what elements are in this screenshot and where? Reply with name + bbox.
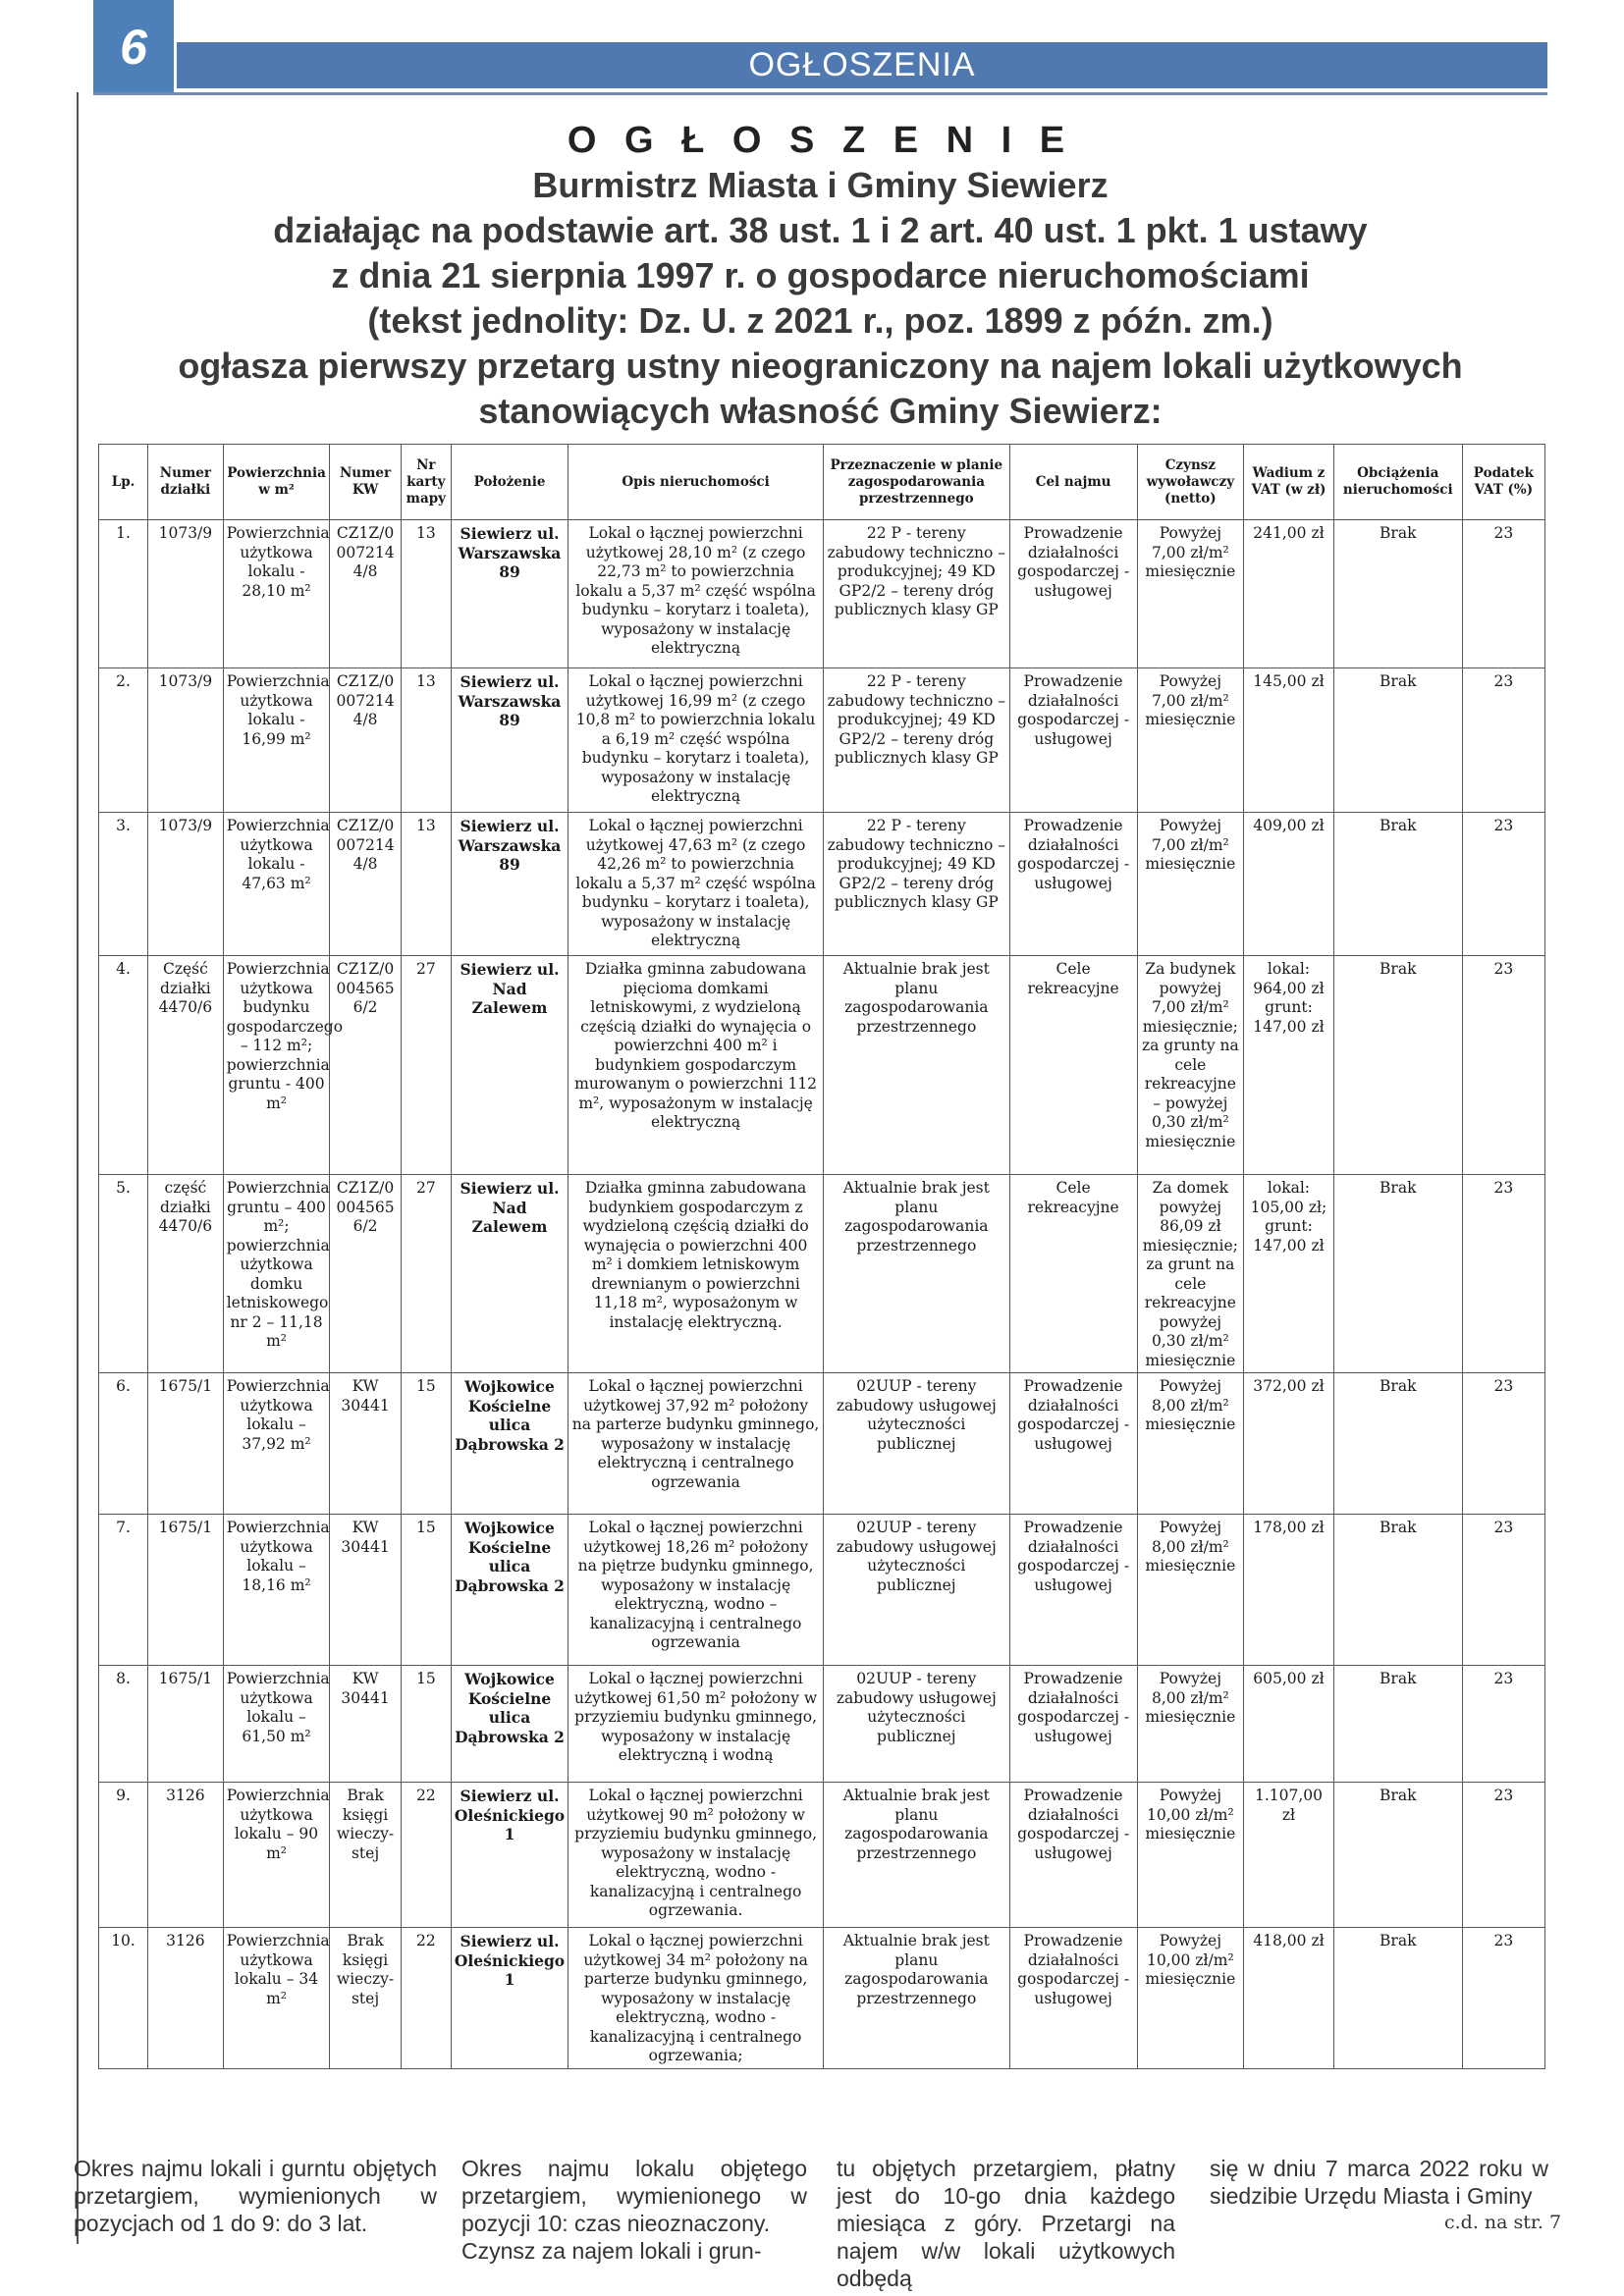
cell-vat: 23 <box>1462 1666 1544 1783</box>
cell-plot: 1073/9 <box>148 668 224 813</box>
cell-area: Powierzchnia użytkowa budynku gospodarczego – 112 m²; powierzchnia gruntu - 400 m² <box>223 956 330 1175</box>
cell-rent: Powyżej 8,00 zł/m² miesięcznie <box>1137 1373 1244 1515</box>
cell-purpose: Cele rekreacyjne <box>1009 956 1137 1175</box>
cell-encumbrance: Brak <box>1333 956 1462 1175</box>
col-header-location: Położenie <box>451 445 568 520</box>
cell-zoning: 02UUP - tereny zabudowy usługowej użyteczności publicznej <box>824 1515 1010 1666</box>
cell-purpose: Prowadzenie działalności gospodarczej - usługowej <box>1009 1783 1137 1928</box>
cell-area: Powierzchnia użytkowa lokalu – 18,16 m² <box>223 1515 330 1666</box>
cell-kw: Brak księgi wieczy-stej <box>330 1783 401 1928</box>
cell-lp: 2. <box>99 668 148 813</box>
cell-purpose: Prowadzenie działalności gospodarczej - usługowej <box>1009 1666 1137 1783</box>
cell-zoning: 22 P - tereny zabudowy techniczno – produkcyjnej; 49 KD GP2/2 – tereny dróg publicznych klasy GP <box>824 520 1010 668</box>
title-line-5: ogłasza pierwszy przetarg ustny nieograniczony na najem lokali użytkowych <box>178 346 1463 386</box>
col-header-deposit: Wadium z VAT (w zł) <box>1244 445 1334 520</box>
cell-zoning: Aktualnie brak jest planu zagospodarowania przestrzennego <box>824 1175 1010 1373</box>
cell-rent: Powyżej 7,00 zł/m² miesięcznie <box>1137 668 1244 813</box>
cell-lp: 4. <box>99 956 148 1175</box>
cell-purpose: Prowadzenie działalności gospodarczej - usługowej <box>1009 813 1137 956</box>
title-line-1: Burmistrz Miasta i Gminy Siewierz <box>532 165 1109 205</box>
cell-kw: KW 30441 <box>330 1373 401 1515</box>
cell-vat: 23 <box>1462 520 1544 668</box>
cell-location: Siewierz ul. Oleśnickiego 1 <box>451 1783 568 1928</box>
cell-plot: 1073/9 <box>148 520 224 668</box>
col-header-lp: Lp. <box>99 445 148 520</box>
cell-vat: 23 <box>1462 956 1544 1175</box>
cell-vat: 23 <box>1462 1175 1544 1373</box>
cell-plot: 3126 <box>148 1928 224 2069</box>
cell-description: Lokal o łącznej powierzchni użytkowej 16,99 m² (z czego 10,8 m² to powierzchnia lokalu a 6,19 m² część wspólna budynku – korytarz i toaleta), wyposażony w instalację elektryczną <box>568 668 824 813</box>
cell-kw: CZ1Z/0 007214 4/8 <box>330 668 401 813</box>
cell-description: Lokal o łącznej powierzchni użytkowej 28,10 m² (z czego 22,73 m² to powierzchnia lokalu a 5,37 m² część wspólna budynku – korytarz i toaleta), wyposażony w instalację elektryczną <box>568 520 824 668</box>
cell-kw: CZ1Z/0 007214 4/8 <box>330 813 401 956</box>
cell-purpose: Cele rekreacyjne <box>1009 1175 1137 1373</box>
col-header-description: Opis nieruchomości <box>568 445 824 520</box>
table-row <box>99 956 1545 1175</box>
cell-description: Lokal o łącznej powierzchni użytkowej 61,50 m² położony w przyziemiu budynku gminnego, wyposażony w instalację elektryczną i wodną <box>568 1666 824 1783</box>
cell-kw: Brak księgi wieczy-stej <box>330 1928 401 2069</box>
cell-rent: Powyżej 10,00 zł/m² miesięcznie <box>1137 1928 1244 2069</box>
cell-purpose: Prowadzenie działalności gospodarczej - usługowej <box>1009 668 1137 813</box>
col-header-zoning: Przeznaczenie w planie zagospodarowania przestrzennego <box>824 445 1010 520</box>
cell-location: Siewierz ul. Oleśnickiego 1 <box>451 1928 568 2069</box>
col-header-area: Powierzchnia w m² <box>223 445 330 520</box>
col-header-map: Nr karty mapy <box>401 445 451 520</box>
table-row <box>99 813 1545 956</box>
cell-map: 27 <box>401 1175 451 1373</box>
cell-location: Wojkowice Kościelne ulica Dąbrowska 2 <box>451 1515 568 1666</box>
cell-lp: 7. <box>99 1515 148 1666</box>
cell-zoning: 02UUP - tereny zabudowy usługowej użyteczności publicznej <box>824 1373 1010 1515</box>
table-row <box>99 1515 1545 1666</box>
cell-map: 15 <box>401 1515 451 1666</box>
cell-plot: 1073/9 <box>148 813 224 956</box>
col-header-encumbrance: Obciążenia nieruchomości <box>1333 445 1462 520</box>
cell-area: Powierzchnia użytkowa lokalu – 37,92 m² <box>223 1373 330 1515</box>
cell-area: Powierzchnia użytkowa lokalu - 47,63 m² <box>223 813 330 956</box>
cell-encumbrance: Brak <box>1333 1175 1462 1373</box>
cell-purpose: Prowadzenie działalności gospodarczej - usługowej <box>1009 1373 1137 1515</box>
title-line-6: stanowiących własność Gminy Siewierz: <box>478 391 1163 431</box>
cell-vat: 23 <box>1462 813 1544 956</box>
cell-purpose: Prowadzenie działalności gospodarczej - usługowej <box>1009 520 1137 668</box>
cell-lp: 6. <box>99 1373 148 1515</box>
cell-deposit: lokal: 964,00 zł grunt: 147,00 zł <box>1244 956 1334 1175</box>
footer-col-2 <box>461 2155 807 2265</box>
cell-description: Lokal o łącznej powierzchni użytkowej 37,92 m² położony na parterze budynku gminnego, wyposażony w instalację elektryczną i centralnego ogrzewania <box>568 1373 824 1515</box>
cell-description: Działka gminna zabudowana pięcioma domkami letniskowymi, z wydzieloną częścią działki do wynajęcia o powierzchni 400 m² i budynkiem gospodarczym murowanym o powierzchni 112 m², wyposażonym w instalację elektryczną <box>568 956 824 1175</box>
col-header-vat: Podatek VAT (%) <box>1462 445 1544 520</box>
announcement-heading: O G Ł O S Z E N I E <box>567 120 1074 161</box>
cell-area: Powierzchnia użytkowa lokalu - 16,99 m² <box>223 668 330 813</box>
cell-deposit: lokal: 105,00 zł; grunt: 147,00 zł <box>1244 1175 1334 1373</box>
table-row <box>99 1666 1545 1783</box>
cell-location: Wojkowice Kościelne ulica Dąbrowska 2 <box>451 1373 568 1515</box>
table-row <box>99 1783 1545 1928</box>
cell-kw: CZ1Z/0 004565 6/2 <box>330 956 401 1175</box>
cell-plot: 3126 <box>148 1783 224 1928</box>
page-number: 6 <box>93 0 174 93</box>
cell-map: 15 <box>401 1373 451 1515</box>
cell-zoning: Aktualnie brak jest planu zagospodarowania przestrzennego <box>824 1783 1010 1928</box>
cell-location: Siewierz ul. Nad Zalewem <box>451 1175 568 1373</box>
cell-encumbrance: Brak <box>1333 1783 1462 1928</box>
cell-plot: 1675/1 <box>148 1515 224 1666</box>
cell-vat: 23 <box>1462 1373 1544 1515</box>
table-row <box>99 1928 1545 2069</box>
cell-zoning: 22 P - tereny zabudowy techniczno – produkcyjnej; 49 KD GP2/2 – tereny dróg publicznych klasy GP <box>824 668 1010 813</box>
cell-rent: Powyżej 8,00 zł/m² miesięcznie <box>1137 1515 1244 1666</box>
col-header-purpose: Cel najmu <box>1009 445 1137 520</box>
col-header-rent: Czynsz wywoławczy (netto) <box>1137 445 1244 520</box>
cell-encumbrance: Brak <box>1333 1373 1462 1515</box>
cell-vat: 23 <box>1462 1515 1544 1666</box>
cell-description: Lokal o łącznej powierzchni użytkowej 34 m² położony na parterze budynku gminnego, wyposażony w instalację elektryczną, wodno - kanalizacyjną i centralnego ogrzewania; <box>568 1928 824 2069</box>
cell-encumbrance: Brak <box>1333 1515 1462 1666</box>
cell-location: Siewierz ul. Warszawska 89 <box>451 668 568 813</box>
footer-col-2-para: Okres najmu lokalu objętego przetargiem, wymienionego w pozycji 10: czas nieoznaczony. <box>461 2156 807 2236</box>
cell-map: 15 <box>401 1666 451 1783</box>
cell-map: 13 <box>401 668 451 813</box>
cell-rent: Powyżej 8,00 zł/m² miesięcznie <box>1137 1666 1244 1783</box>
cell-map: 13 <box>401 520 451 668</box>
cell-zoning: Aktualnie brak jest planu zagospodarowania przestrzennego <box>824 956 1010 1175</box>
cell-deposit: 145,00 zł <box>1244 668 1334 813</box>
cell-area: Powierzchnia gruntu – 400 m²; powierzchnia użytkowa domku letniskowego nr 2 – 11,18 m² <box>223 1175 330 1373</box>
title-line-2: działając na podstawie art. 38 ust. 1 i 2 art. 40 ust. 1 pkt. 1 ustawy <box>273 210 1368 250</box>
cell-lp: 8. <box>99 1666 148 1783</box>
cell-lp: 5. <box>99 1175 148 1373</box>
cell-vat: 23 <box>1462 1928 1544 2069</box>
table-header-row <box>99 445 1545 520</box>
cell-encumbrance: Brak <box>1333 520 1462 668</box>
cell-zoning: Aktualnie brak jest planu zagospodarowania przestrzennego <box>824 1928 1010 2069</box>
cell-deposit: 372,00 zł <box>1244 1373 1334 1515</box>
cell-deposit: 178,00 zł <box>1244 1515 1334 1666</box>
footer-col-4: się w dniu 7 marca 2022 roku w siedzibie Urzędu Miasta i Gminy <box>1210 2156 1548 2209</box>
cell-encumbrance: Brak <box>1333 668 1462 813</box>
cell-encumbrance: Brak <box>1333 1666 1462 1783</box>
cell-encumbrance: Brak <box>1333 1928 1462 2069</box>
cell-rent: Powyżej 7,00 zł/m² miesięcznie <box>1137 813 1244 956</box>
cell-kw: CZ1Z/0 004565 6/2 <box>330 1175 401 1373</box>
cell-rent: Za domek powyżej 86,09 zł miesięcznie; za grunt na cele rekreacyjne powyżej 0,30 zł/m² miesięcznie <box>1137 1175 1244 1373</box>
cell-map: 22 <box>401 1783 451 1928</box>
cell-kw: KW 30441 <box>330 1666 401 1783</box>
cell-area: Powierzchnia użytkowa lokalu – 61,50 m² <box>223 1666 330 1783</box>
footer-col-1: Okres najmu lokali i gurntu objętych przetargiem, wymienionych w pozycjach od 1 do 9: do 3 lat. <box>74 2156 437 2236</box>
section-header: OGŁOSZENIA <box>177 42 1547 88</box>
cell-vat: 23 <box>1462 1783 1544 1928</box>
cell-area: Powierzchnia użytkowa lokalu - 28,10 m² <box>223 520 330 668</box>
cell-map: 27 <box>401 956 451 1175</box>
title-line-4: (tekst jednolity: Dz. U. z 2021 r., poz. 1899 z późn. zm.) <box>367 300 1273 341</box>
cell-description: Lokal o łącznej powierzchni użytkowej 18,26 m² położony na piętrze budynku gminnego, wyposażony w instalację elektryczną, wodno – kanalizacyjną i centralnego ogrzewania <box>568 1515 824 1666</box>
cell-rent: Powyżej 10,00 zł/m² miesięcznie <box>1137 1783 1244 1928</box>
cell-location: Wojkowice Kościelne ulica Dąbrowska 2 <box>451 1666 568 1783</box>
cell-zoning: 22 P - tereny zabudowy techniczno – produkcyjnej; 49 KD GP2/2 – tereny dróg publicznych klasy GP <box>824 813 1010 956</box>
cell-plot: 1675/1 <box>148 1373 224 1515</box>
cell-purpose: Prowadzenie działalności gospodarczej - usługowej <box>1009 1928 1137 2069</box>
cell-deposit: 409,00 zł <box>1244 813 1334 956</box>
cell-kw: CZ1Z/0 007214 4/8 <box>330 520 401 668</box>
footer-col-3: tu objętych przetargiem, płatny jest do 10-go dnia każdego miesiąca z góry. Przetargi na najem w/w lokali użytkowych odbędą <box>837 2156 1175 2291</box>
header-underline <box>93 92 1547 95</box>
title-line-3: z dnia 21 sierpnia 1997 r. o gospodarce nieruchomościami <box>331 255 1310 295</box>
table-row <box>99 668 1545 813</box>
cell-location: Siewierz ul. Warszawska 89 <box>451 813 568 956</box>
footer-col-2-rent: Czynsz za najem lokali i grun- <box>461 2238 762 2264</box>
cell-area: Powierzchnia użytkowa lokalu – 90 m² <box>223 1783 330 1928</box>
cell-purpose: Prowadzenie działalności gospodarczej - usługowej <box>1009 1515 1137 1666</box>
left-margin-rule <box>77 92 79 2244</box>
cell-area: Powierzchnia użytkowa lokalu – 34 m² <box>223 1928 330 2069</box>
table-row <box>99 1175 1545 1373</box>
cell-kw: KW 30441 <box>330 1515 401 1666</box>
cell-map: 13 <box>401 813 451 956</box>
cell-lp: 1. <box>99 520 148 668</box>
cell-vat: 23 <box>1462 668 1544 813</box>
cell-lp: 3. <box>99 813 148 956</box>
cell-deposit: 1.107,00 zł <box>1244 1783 1334 1928</box>
cell-location: Siewierz ul. Warszawska 89 <box>451 520 568 668</box>
cell-map: 22 <box>401 1928 451 2069</box>
cell-encumbrance: Brak <box>1333 813 1462 956</box>
col-header-plot: Numer działki <box>148 445 224 520</box>
cell-deposit: 605,00 zł <box>1244 1666 1334 1783</box>
cell-plot: Część działki 4470/6 <box>148 956 224 1175</box>
table-row <box>99 520 1545 668</box>
cell-deposit: 418,00 zł <box>1244 1928 1334 2069</box>
table-row <box>99 1373 1545 1515</box>
col-header-kw: Numer KW <box>330 445 401 520</box>
continued-note: c.d. na str. 7 <box>1444 2212 1562 2233</box>
cell-description: Lokal o łącznej powierzchni użytkowej 90 m² położony w przyziemiu budynku gminnego, wyposażony w instalację elektryczną, wodno - kanalizacyjną i centralnego ogrzewania. <box>568 1783 824 1928</box>
cell-lp: 9. <box>99 1783 148 1928</box>
cell-rent: Za budynek powyżej 7,00 zł/m² miesięcznie; za grunty na cele rekreacyjne – powyżej 0,30 zł/m² miesięcznie <box>1137 956 1244 1175</box>
cell-deposit: 241,00 zł <box>1244 520 1334 668</box>
cell-zoning: 02UUP - tereny zabudowy usługowej użyteczności publicznej <box>824 1666 1010 1783</box>
properties-table <box>98 444 1545 2069</box>
cell-lp: 10. <box>99 1928 148 2069</box>
cell-location: Siewierz ul. Nad Zalewem <box>451 956 568 1175</box>
cell-rent: Powyżej 7,00 zł/m² miesięcznie <box>1137 520 1244 668</box>
cell-plot: część działki 4470/6 <box>148 1175 224 1373</box>
cell-description: Działka gminna zabudowana budynkiem gospodarczym z wydzieloną częścią działki do wynajęcia o powierzchni 400 m² i domkiem letniskowym drewnianym o powierzchni 11,18 m², wyposażonym w instalację elektryczną. <box>568 1175 824 1373</box>
cell-plot: 1675/1 <box>148 1666 224 1783</box>
cell-description: Lokal o łącznej powierzchni użytkowej 47,63 m² (z czego 42,26 m² to powierzchnia lokalu a 5,37 m² część wspólna budynku – korytarz i toaleta), wyposażony w instalację elektryczną <box>568 813 824 956</box>
